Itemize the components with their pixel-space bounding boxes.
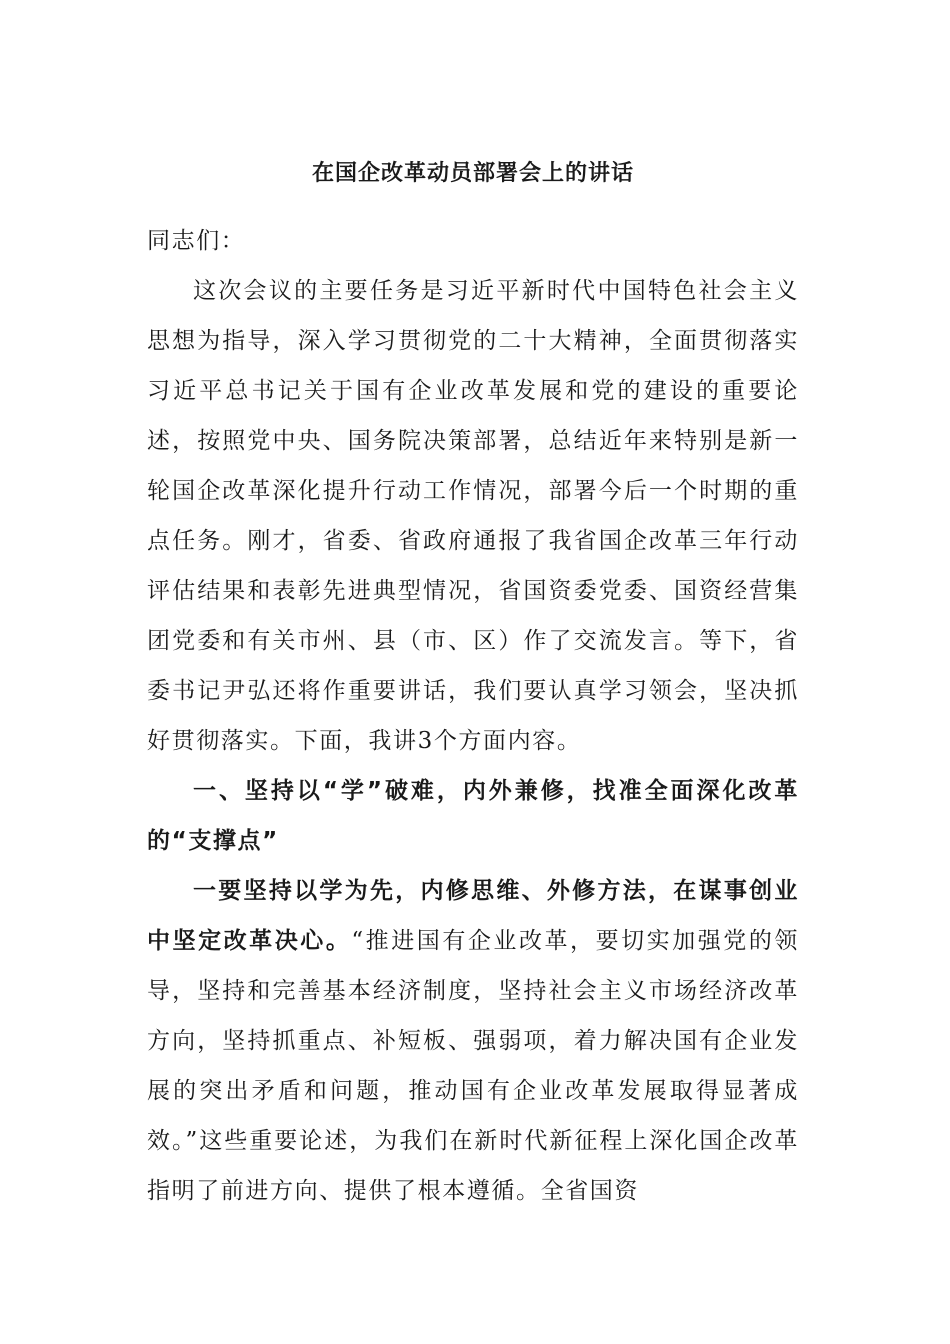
document-page <box>147 152 799 1216</box>
paragraph-intro: 这次会议的主要任务是习近平新时代中国特色社会主义思想为指导，深入学习贯彻党的二十大精神，全面贯彻落实习近平总书记关于国有企业改革发展和党的建设的重要论述，按照党中央、国务院决策部署，总结近年来特别是新一轮国企改革深化提升行动工作情况，部署今后一个时期的重点任务。刚才，省委、省政府通报了我省国企改革三年行动评估结果和表彰先进典型情况，省国资委党委、国资经营集团党委和有关市州、县（市、区）作了交流发言。等下，省委书记尹弘还将作重要讲话，我们要认真学习领会，坚决抓好贯彻落实。下面，我讲3个方面内容。 <box>147 278 799 754</box>
salutation: 同志们： <box>147 228 246 254</box>
point-1-body: “推进国有企业改革，要切实加强党的领导，坚持和完善基本经济制度，坚持社会主义市场经济改革方向，坚持抓重点、补短板、强弱项，着力解决国有企业发展的突出矛盾和问题，推动国有企业改革发展取得显著成效。”这些重要论述，为我们在新时代新征程上深化国企改革指明了前进方向、提供了根本遵循。全省国资 <box>147 928 799 1204</box>
section-heading-1: 一、坚持以“学”破难，内外兼修，找准全面深化改革的“支撑点” <box>147 778 799 854</box>
point-1-lead: 一要坚持以学为先，内修思维、外修方法，在谋事创业中坚定改革决心。 <box>147 878 799 954</box>
paragraph-point-1 <box>147 866 799 1216</box>
document-title: 在国企改革动员部署会上的讲话 <box>311 161 634 186</box>
